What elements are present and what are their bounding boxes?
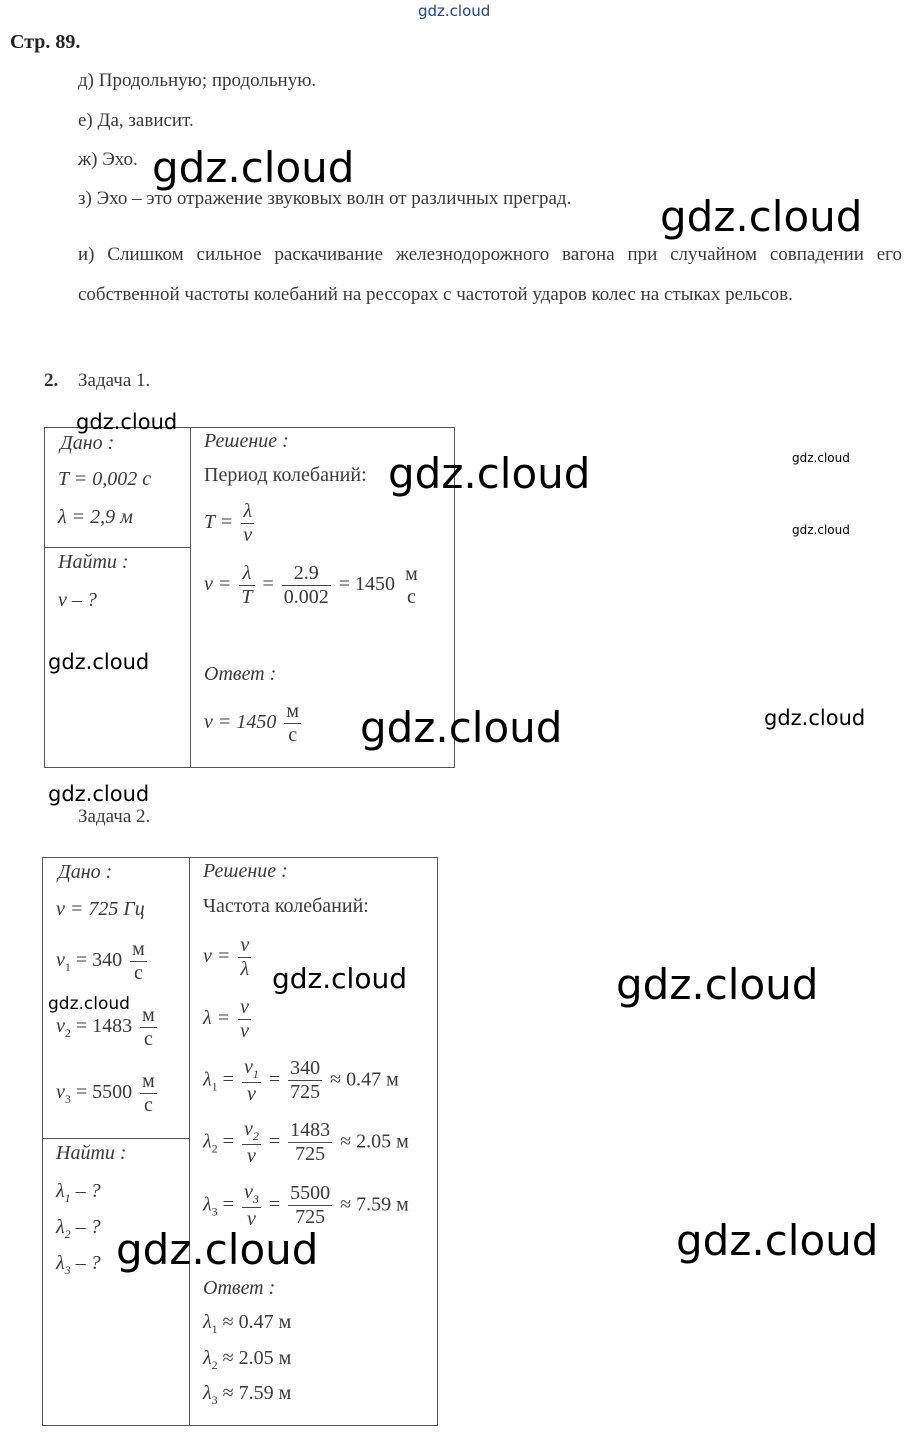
task1-find-label: Найти :	[58, 551, 129, 573]
task1-solution-label: Решение :	[204, 430, 289, 452]
watermark: gdz.cloud	[272, 962, 407, 995]
task1-formula-speed: v = $\frac{\lambda}{T}$ = $\frac{2.9}{0.002}$ = 1450 м с	[204, 562, 418, 608]
task2-given-v3: $v_3 = 5500$ $\frac{м}{с}$	[56, 1070, 155, 1116]
answer-d: д) Продольную; продольную.	[78, 70, 317, 91]
task2-formula-frequency: ν = $\frac{v}{\lambda}$	[203, 934, 250, 980]
task2-solution-text: Частота колебаний:	[203, 895, 369, 917]
top-watermark: gdz.cloud	[418, 2, 491, 20]
task1-divider	[190, 427, 191, 767]
task1-formula-period: T = $\frac{\lambda}{v}$	[204, 500, 253, 546]
task2-given-v2: $v_2 = 1483$ $\frac{м}{с}$	[56, 1004, 155, 1050]
watermark: gdz.cloud	[76, 410, 178, 434]
watermark: gdz.cloud	[792, 523, 850, 537]
watermark: gdz.cloud	[48, 650, 150, 674]
task1-given-separator	[44, 547, 190, 548]
watermark: gdz.cloud	[116, 1225, 319, 1274]
watermark: gdz.cloud	[388, 449, 591, 498]
task2-find-label: Найти :	[56, 1142, 127, 1164]
task1-find: v – ?	[58, 589, 97, 611]
page-header: Стр. 89.	[10, 31, 81, 53]
task2-given-separator	[42, 1138, 189, 1139]
watermark: gdz.cloud	[48, 994, 130, 1014]
task2-given-label: Дано :	[58, 861, 113, 883]
task2-calc-3: $\lambda_3$ = $\frac{v_3}{\nu}$ = $\frac{5500}{725}$ ≈ 7.59 м	[203, 1181, 409, 1230]
watermark: gdz.cloud	[676, 1216, 879, 1265]
answer-zh: ж) Эхо.	[78, 149, 138, 170]
task2-divider	[189, 857, 190, 1425]
answer-z: з) Эхо – это отражение звуковых волн от различных преград.	[78, 188, 572, 209]
answer-e: е) Да, зависит.	[78, 110, 194, 131]
task2-title: Задача 2.	[78, 806, 151, 827]
task2-calc-2: $\lambda_2$ = $\frac{v_2}{\nu}$ = $\frac{1483}{725}$ ≈ 2.05 м	[203, 1118, 409, 1167]
item-number: 2.	[44, 370, 59, 391]
watermark: gdz.cloud	[152, 143, 355, 192]
task1-given-period: T = 0,002 с	[58, 468, 152, 490]
watermark: gdz.cloud	[616, 960, 819, 1009]
task2-answer-3: $\lambda_3 \approx 7.59$ м	[203, 1382, 292, 1407]
task2-calc-1: $\lambda_1$ = $\frac{v_1}{\nu}$ = $\frac{340}{725}$ ≈ 0.47 м	[203, 1056, 399, 1105]
task2-given-frequency: ν = 725 Гц	[56, 898, 145, 920]
task2-given-v1: $v_1 = 340$ $\frac{м}{с}$	[56, 938, 145, 984]
watermark: gdz.cloud	[48, 782, 150, 806]
task2-formula-wavelength: λ = $\frac{v}{\nu}$	[203, 996, 250, 1042]
task2-answer-label: Ответ :	[203, 1277, 276, 1299]
task1-title: Задача 1.	[78, 370, 151, 391]
task1-given-wavelength: λ = 2,9 м	[58, 506, 133, 528]
task2-find-2: $\lambda_2$ – ?	[56, 1216, 101, 1241]
task2-find-3: $\lambda_3$ – ?	[56, 1252, 101, 1277]
task2-solution-label: Решение :	[203, 860, 288, 882]
task2-answer-2: $\lambda_2 \approx 2.05$ м	[203, 1347, 292, 1372]
answer-i: и) Слишком сильное раскачивание железнодорожного вагона при случайном совпадении его собственной частоты колебаний на рессорах с частотой ударов колес на стыках рельсов.	[78, 244, 902, 305]
watermark: gdz.cloud	[660, 192, 863, 241]
task1-given-label: Дано :	[60, 432, 115, 454]
watermark: gdz.cloud	[360, 703, 563, 752]
task2-answer-1: $\lambda_1 \approx 0.47$ м	[203, 1311, 292, 1336]
task1-solution-text: Период колебаний:	[204, 464, 367, 486]
task1-answer-label: Ответ :	[204, 663, 277, 685]
watermark: gdz.cloud	[792, 451, 850, 465]
task2-find-1: $\lambda_1$ – ?	[56, 1180, 101, 1205]
task1-answer: v = 1450 $\frac{м}{с}$	[204, 700, 300, 746]
watermark: gdz.cloud	[764, 706, 866, 730]
